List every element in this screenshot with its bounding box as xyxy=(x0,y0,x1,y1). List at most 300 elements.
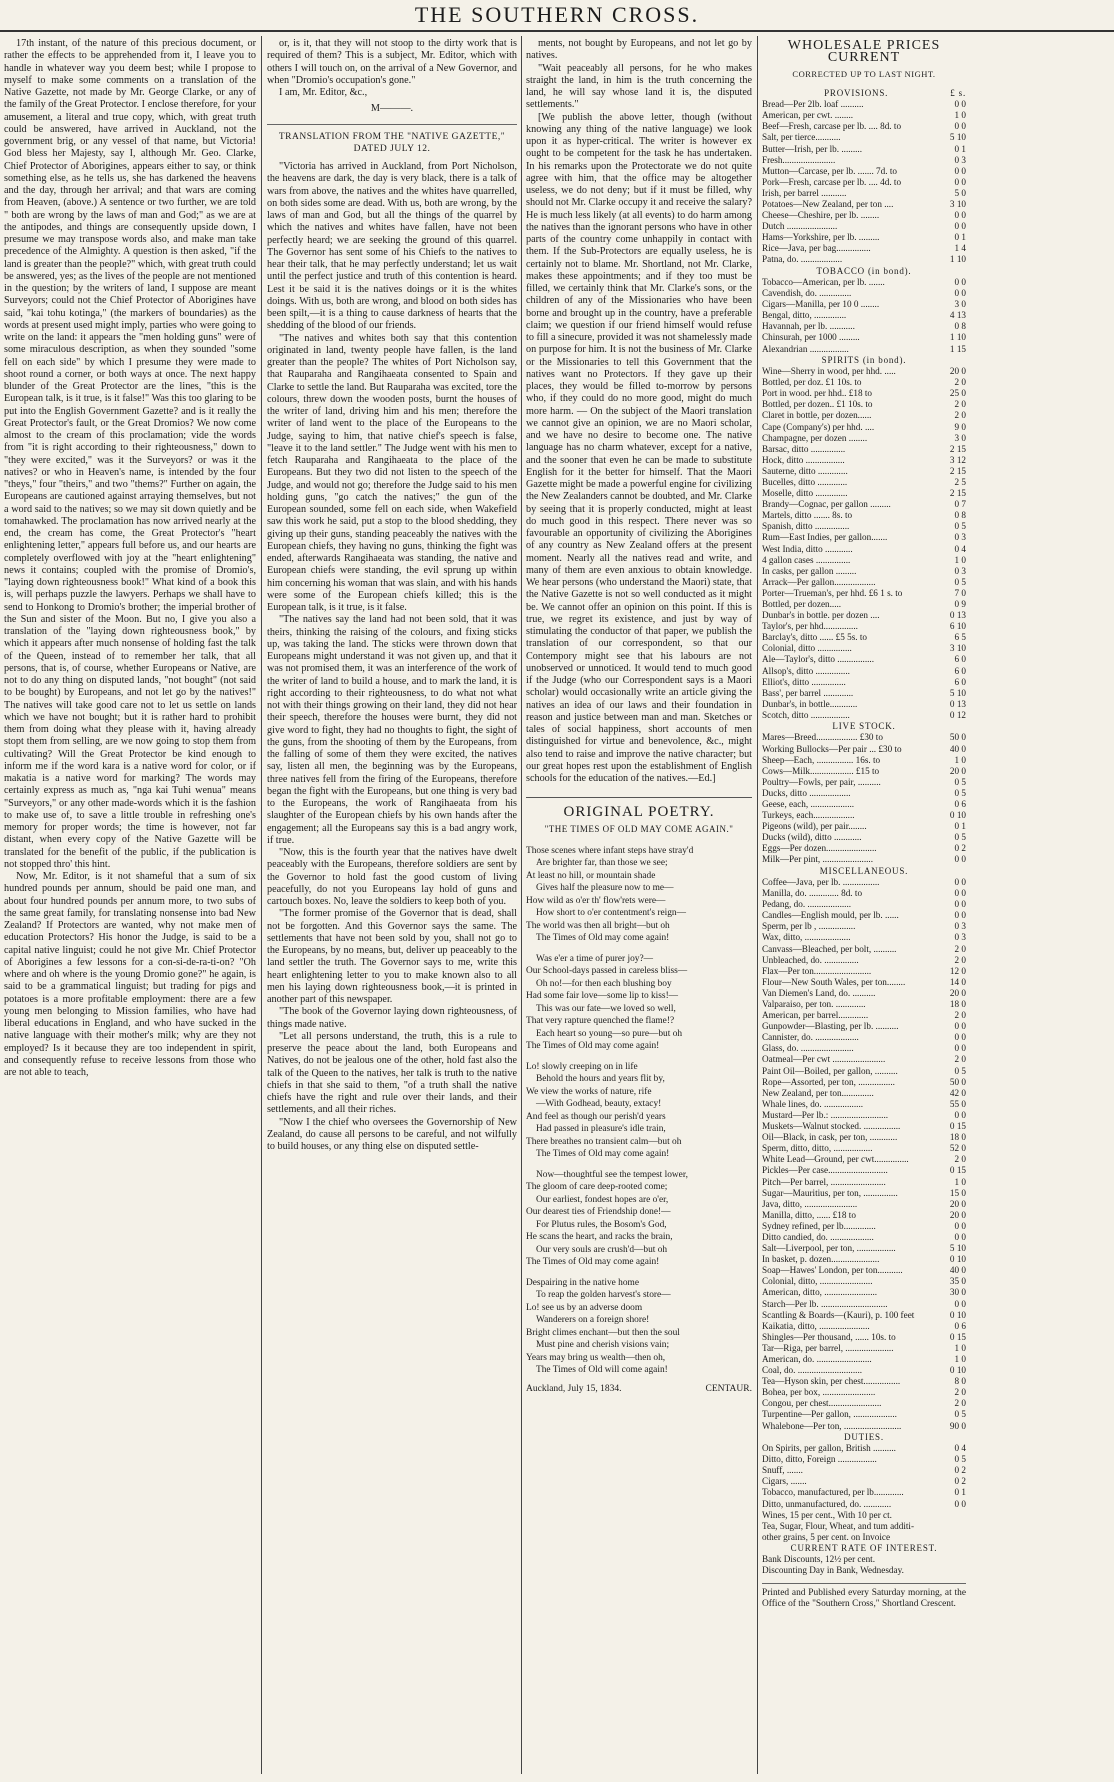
price-row xyxy=(762,1554,966,1565)
price-item: Manilla, do. ............. 8d. to xyxy=(762,888,863,899)
price-item: Mutton—Carcase, per lb. ....... 7d. to xyxy=(762,165,897,176)
price-row xyxy=(762,566,966,577)
price-value: 3 12 xyxy=(949,454,966,465)
price-item: Flax—Per ton......................... xyxy=(762,965,872,976)
price-value: 0 0 xyxy=(954,1298,966,1309)
price-row xyxy=(762,1177,966,1188)
translation-paragraph: "Victoria has arrived in Auckland, from Port Nicholson, the heavens are dark, the day is very black, there is a talk of wars from above, the natives and the whites have quarrelled, on both sides some are dead. With us, both are wrong, by the laws of man and God, but all the things of the quarrel by which the natives and whites have fallen, have not been perfectly heard; we are seeking the ground of this quarrel. The Governor has sent some of his Chiefs to the natives to hear their talk, that he may perfectly understand; let us wait until the perfect justice and truth of this contention is heard. Lest it be said it is the natives doings or it is the whites doings. With us, both are wrong, and blood on both sides has been spilt,—it is a thing to cause darkness of hearts that the shedding of the blood of our friends. xyxy=(267,161,517,332)
price-row xyxy=(762,1143,966,1154)
price-row xyxy=(762,544,966,555)
poem-author: CENTAUR. xyxy=(705,1383,752,1394)
poem-line: How short to o'er contentment's reign— xyxy=(536,908,686,919)
price-row xyxy=(762,1510,966,1521)
price-item: Alexandrian ................. xyxy=(762,343,849,354)
price-value: 1 0 xyxy=(954,1342,966,1353)
poem-line: Our dearest ties of Friendship done!— xyxy=(526,1207,671,1218)
price-value: 1 10 xyxy=(949,254,966,265)
price-item: Bengal, ditto, .............. xyxy=(762,310,847,321)
price-row xyxy=(762,888,966,899)
price-value: 2 0 xyxy=(954,1010,966,1021)
price-row xyxy=(762,654,966,665)
price-value: 6 0 xyxy=(954,676,966,687)
poem-line: That very rapture quenched the flame!? xyxy=(526,1016,675,1027)
price-row xyxy=(762,1476,966,1487)
price-item: Hams—Yorkshire, per lb. ......... xyxy=(762,232,880,243)
price-category: CURRENT RATE OF INTEREST. xyxy=(790,1542,938,1553)
price-row xyxy=(762,1132,966,1143)
price-row xyxy=(762,777,966,788)
poem-line: Gives half the pleasure now to me— xyxy=(536,883,674,894)
price-item: Dunbar's, in bottle............ xyxy=(762,698,858,709)
poem-line: Are brighter far, than those we see; xyxy=(536,858,668,869)
price-value: 0 0 xyxy=(954,1032,966,1043)
poem-line: For Plutus rules, the Bosom's God, xyxy=(536,1219,667,1230)
price-item: White Lead—Ground, per cwt............... xyxy=(762,1154,909,1165)
price-item: Candles—English mould, per lb. ...... xyxy=(762,910,899,921)
translation-paragraph: "Now I the chief who oversees the Governorship of New Zealand, do cause all persons to be careful, and not wilfully to build houses, or any thing else on disputed settle- xyxy=(267,1116,517,1152)
price-value: 0 2 xyxy=(954,1476,966,1487)
price-item: Butter—Irish, per lb. ......... xyxy=(762,143,863,154)
price-item: Claret in bottle, per dozen...... xyxy=(762,410,872,421)
price-item: American, per barrel............. xyxy=(762,1010,869,1021)
price-value: 0 0 xyxy=(954,888,966,899)
price-row xyxy=(762,710,966,721)
price-value: 3 0 xyxy=(954,299,966,310)
price-row xyxy=(762,977,966,988)
price-row xyxy=(762,1188,966,1199)
price-row xyxy=(762,821,966,832)
poem-line: Despairing in the native home xyxy=(526,1277,639,1288)
price-item: Wines, 15 per cent., With 10 per ct. xyxy=(762,1509,892,1520)
price-category: MISCELLANEOUS. xyxy=(819,865,909,876)
price-item: Pickles—Per case.......................... xyxy=(762,1165,888,1176)
price-item: Coffee—Java, per lb. ................ xyxy=(762,876,880,887)
price-value: 2 15 xyxy=(949,443,966,454)
price-value: 0 0 xyxy=(954,165,966,176)
price-item: Hock, ditto ................. xyxy=(762,454,845,465)
price-row xyxy=(762,1276,966,1287)
poem-place-date: Auckland, July 15, 1834. xyxy=(526,1383,622,1394)
translation-paragraph: "The former promise of the Governor that is dead, shall not be forgotten. And this Governor says the same. The settlements that have not been sold by you, shall not go to the Europeans, by no means, but, deliver up peaceably to the land settler the truth. The Governor says to me, write this heart enlightening letter to you to make known also to all men his laying down righteousness book,—it is printed in another part of this newspaper. xyxy=(267,908,517,1005)
price-value: 0 15 xyxy=(949,1165,966,1176)
price-item: Cannister, do. ................... xyxy=(762,1032,859,1043)
price-row xyxy=(762,299,966,310)
price-value: 0 0 xyxy=(954,1498,966,1509)
price-row xyxy=(762,599,966,610)
price-row xyxy=(762,1310,966,1321)
price-row xyxy=(762,699,966,710)
price-value: 0 0 xyxy=(954,99,966,110)
poem-line: Our earliest, fondest hopes are o'er, xyxy=(536,1194,669,1205)
price-row xyxy=(762,1121,966,1132)
price-row xyxy=(762,966,966,977)
price-currency-header: £ s. xyxy=(950,87,966,98)
price-row xyxy=(762,854,966,865)
price-row xyxy=(762,1099,966,1110)
price-item: Bank Discounts, 12½ per cent. xyxy=(762,1554,876,1565)
price-value: 5 10 xyxy=(949,1243,966,1254)
price-item: Snuff, ....... xyxy=(762,1465,803,1476)
translation-paragraph: "The natives say the land had not been sold, that it was theirs, thinking the raising of the colours, and fixing sticks up, was taking the land. The sticks were thrown down that Europeans might understand it was not given up, and that it was not promised them, it was an interference of the work of the writer of land to build a house, and to mark the land, it is right according to their righteousness, to do what not what not with their things growing on their land, they did not hear their speech, therefore the houses were burnt, they did not give word to fight, they had no thoughts to fight, the sight of the guns, from the shooting of them by the Europeans, from the falling of some of them they were excited, the natives say, listen all men, the beginning was by the Europeans, three natives fell from the firing of the Europeans, therefore began the fight with the Europeans, but one thing is very bad to the Europeans, the work of Rangihaeata from his slaughter of the European chiefs by his own hands after the engagement; all the Europeans say this is a bad angry work, if true. xyxy=(267,614,517,846)
price-value: 0 3 xyxy=(954,532,966,543)
price-value: 9 0 xyxy=(954,421,966,432)
price-row xyxy=(762,1398,966,1409)
price-value: 8 0 xyxy=(954,1376,966,1387)
price-row xyxy=(762,610,966,621)
price-row xyxy=(762,1254,966,1265)
price-item: Barsac, ditto ............... xyxy=(762,443,846,454)
poem-line: Our very souls are crush'd—but oh xyxy=(536,1244,668,1255)
prices-subheading: CORRECTED UP TO LAST NIGHT. xyxy=(792,68,936,79)
price-value: 3 10 xyxy=(949,199,966,209)
poem-line: The Times of Old may come again! xyxy=(536,933,670,944)
price-value: 0 0 xyxy=(954,288,966,299)
price-value xyxy=(932,1565,966,1576)
price-row xyxy=(762,1043,966,1054)
price-row xyxy=(762,899,966,910)
price-item: Sheep—Each, ................ 16s. to xyxy=(762,754,881,765)
price-row xyxy=(762,555,966,566)
article-paragraph: I am, Mr. Editor, &c., xyxy=(279,87,368,98)
price-value: 0 1 xyxy=(954,1487,966,1498)
price-item: Java, ditto, ....................... xyxy=(762,1198,858,1209)
price-category xyxy=(762,88,966,99)
price-item: Bucelles, ditto ............. xyxy=(762,476,848,487)
price-item: American, do. ........................ xyxy=(762,1354,872,1364)
price-item: Whalebone—Per ton, ......................... xyxy=(762,1420,902,1431)
price-value: 0 0 xyxy=(954,221,966,232)
masthead-title: THE SOUTHERN CROSS. xyxy=(414,2,700,27)
price-row xyxy=(762,755,966,766)
price-list xyxy=(762,88,966,1577)
letter-signature: M———. xyxy=(370,103,414,115)
price-row xyxy=(762,121,966,132)
price-value: 0 3 xyxy=(954,921,966,932)
price-item: American, ditto, ....................... xyxy=(762,1287,878,1298)
poem-line: Lo! see us by an adverse doom xyxy=(526,1302,643,1313)
price-row xyxy=(762,254,966,265)
price-value: 2 0 xyxy=(954,1054,966,1065)
price-value: 2 0 xyxy=(954,1398,966,1409)
price-row xyxy=(762,1054,966,1065)
price-item: Cape (Company's) per hhd. .... xyxy=(762,421,875,432)
price-value: 14 0 xyxy=(949,976,966,987)
price-item: Barclay's, ditto ...... £5 5s. to xyxy=(762,632,868,643)
price-value: 0 1 xyxy=(954,821,966,832)
price-item: Irish, per barrel ........... xyxy=(762,187,847,198)
article-paragraph: Now, Mr. Editor, is it not shameful that a sum of six hundred pounds per annum, should be paid one man, and about four hundred pounds per annum more, to two subs of the same great family, for translating nonsense into bad New Zealand? If Protectors are wanted, why not make men of education Protectors? His honor the Judge, is said to be a capital native linguist; could he not give Mr. Chief Protector of Aborigines a few lessons for a con-si-de-ra-ti-on? "Oh where and oh where is the young Dromio gone?" he again, is said to be a grammatical linguist; but trading for pigs and potatoes is a more profitable employment: there are a few young men belonging to Mission families, who have had liberal educations in England, and who have sucked in the native language with their mother's milk; why are they not employed? Is it because they are too independent in spirit, and consequently refuse to receive lessons from those who are not able to teach, xyxy=(4,871,256,1078)
price-row xyxy=(762,1110,966,1121)
price-row xyxy=(762,988,966,999)
stanza-gap xyxy=(526,1053,752,1061)
price-value: 2 0 xyxy=(954,954,966,965)
price-item: Oatmeal—Per cwt ....................... xyxy=(762,1054,886,1065)
price-item: Tobacco, manufactured, per lb............. xyxy=(762,1487,904,1498)
price-item: Valparaiso, per ton. ............. xyxy=(762,999,866,1009)
price-item: Ducks, ditto .................. xyxy=(762,787,851,798)
price-row xyxy=(762,666,966,677)
poem-line: Now—thoughtful see the tempest lower, xyxy=(536,1169,688,1180)
poem-line: The Times of Old may come again! xyxy=(526,1257,660,1268)
price-item: Dunbar's in bottle. per dozen .... xyxy=(762,610,880,621)
price-item: Congou, per chest....................... xyxy=(762,1398,882,1409)
price-item: Scantling & Boards—(Kauri), p. 100 feet xyxy=(762,1309,915,1320)
price-value: 55 0 xyxy=(949,1098,966,1109)
price-row xyxy=(762,388,966,399)
price-value: 50 0 xyxy=(949,1076,966,1087)
price-row xyxy=(762,577,966,588)
price-value xyxy=(932,1510,966,1521)
price-value: 30 0 xyxy=(949,1287,966,1298)
price-value: 6 10 xyxy=(949,621,966,632)
price-value: 0 0 xyxy=(954,276,966,287)
price-value: 0 6 xyxy=(954,1320,966,1331)
poem-line: There breathes no transient calm—but oh xyxy=(526,1136,682,1147)
price-value: 4 13 xyxy=(949,310,966,321)
editor-note: [We publish the above letter, though (without knowing any thing of the native language) we look upon it as hyper-critical. The writer is however ex ought to be competent for the task he has undertaken. In his remarks upon the Protectorate we do not quite agree with him, that the office may be altogether useless, we do not deny; but if it must be filled, why should not Mr. Clarke occupy it and receive the salary? He is much less likely (at all events) to do harm among the natives than the ignorant persons who have in other parts of the country come unhappily in contact with them. If the Sub-Protectors are equally useless, he is certainly not to blame. Mr. Shortland, not Mr. Clarke, makes these appointments; and if they too must be filled, we certainly think that Mr. Clarke's sons, or the children of any of the Missionaries who have been borne and brought up in the country, have a preferable claim; we question if our friend himself would refuse to fill a sinecure, provided it was not shamelessly made on purpose for him. It is not the business of Mr. Clarke or the Missionaries to tell this Government that the natives want no Protectors. If they gave up their places, they would be filled to-morrow by persons who, if they could do no more good, might do much more harm. — On the subject of the Maori translation we cannot give an opinion, we are no Maori scholar, and we have no desire to become one. The native language has no charm whatever, except for a native, and the sooner that even he can be made to substitute English for it the better for himself. That the Maori Gazette might be made a powerful engine for civilizing the New Zealanders cannot be doubted, and Mr. Clarke by seeing that it is properly conducted, might at least do much good in this respect. There never was so favourable an opportunity of civilizing the Aborigines of any country as New Zealand offers at the present moment. Nearly all the natives read and write, and many of them are even anxious to obtain knowledge. We hear persons (who understand the Maori) state, that the Native Gazette is not so well conducted as it might be. We cannot offer an opinion on this point. If this is true, we regret its existence, and just by way of stimulating the conductor of that paper, we publish the translation of our correspondent, so that our Contempory might see that his labours are not unobserved or unnoticed. It would tend to much good if the Judge (who our Correspondent says is a Maori scholar) would occasionally write an article giving the natives an idea of our laws and their foundation in reason and justice between man and man. Sketches or tales of social happiness, short accounts of men distinguished for virtue and benevolence, &c., might also tend to raise and improve the native character; but our great hopes rest upon the establishment of English schools for the education of the natives.—Ed.] xyxy=(526,111,752,784)
price-value: 0 0 xyxy=(954,176,966,187)
poem-title: "THE TIMES OF OLD MAY COME AGAIN." xyxy=(544,823,734,834)
price-value: 5 0 xyxy=(954,187,966,198)
price-row xyxy=(762,288,966,299)
price-row xyxy=(762,1221,966,1232)
price-item: Manilla, ditto, ...... £18 to xyxy=(762,1209,856,1220)
price-row xyxy=(762,221,966,232)
price-value: 0 2 xyxy=(954,1465,966,1476)
price-value: 3 0 xyxy=(954,432,966,443)
price-row xyxy=(762,499,966,510)
price-row xyxy=(762,1487,966,1498)
price-row xyxy=(762,1265,966,1276)
price-value: 0 10 xyxy=(949,1365,966,1376)
poem-line: How wild as o'er th' flow'rets were— xyxy=(526,895,666,906)
price-row xyxy=(762,1165,966,1176)
price-row xyxy=(762,1387,966,1398)
price-row xyxy=(762,1154,966,1165)
price-item: Rum—East Indies, per gallon....... xyxy=(762,532,888,543)
imprint: Printed and Published every Saturday morning, at the Office of the "Southern Cross," Shortland Crescent. xyxy=(762,1583,966,1611)
price-item: Elliot's, ditto ............... xyxy=(762,676,846,687)
price-row xyxy=(762,455,966,466)
price-row xyxy=(762,788,966,799)
price-row xyxy=(762,110,966,121)
price-value: 0 1 xyxy=(954,232,966,243)
price-row xyxy=(762,243,966,254)
price-item: Turpentine—Per gallon, ................... xyxy=(762,1409,897,1420)
price-value: 0 10 xyxy=(949,1254,966,1265)
translation-paragraph: "Let all persons understand, the truth, this is a rule to preserve the peace about the land, both Europeans and Natives, do not be jealous one of the other, hold fast also the talk of the Queen to the natives, her talk is truth to the native chiefs in that she said to them, "of a truth shall the native chiefs have the right and rule over their lands, and their settlements, and all their riches. xyxy=(267,1030,517,1116)
price-item: Taylor's, per hhd............... xyxy=(762,621,858,632)
price-value: 2 15 xyxy=(949,488,966,499)
price-item: Cheese—Cheshire, per lb. ........ xyxy=(762,210,880,221)
price-item: Glass, do. ....................... xyxy=(762,1043,854,1054)
price-value xyxy=(932,1532,966,1543)
article-paragraph: 17th instant, of the nature of this precious document, or rather the effects to be apprehended from it, I leave you to handle in whatever way you deem best; while I propose to myself to make some comments on a translation of the Native Gazette, not made by Mr. George Clarke, or any of the family of the Great Protector. I enclose therefore, for your amusement, a literal and true copy, which, with great truth could be answered, have arrived in Auckland, not the government brig, or any vessel of that name, but Victoria! God bless her Majesty, say I, although Mr. Geo. Clarke, Chief Protector of Aborigines, appears either to say, or think something else, as he tells us, she has darkened the heavens and the day, through her arrival; and that wars are coming from Heaven, (above.) A sentence or two further, we are told " both are wrong by the laws of man and God;" as we are at the antipodes, and things are consequently upside down, I presume we may transpose words also, and make man take precedence of the Almighty. A question is then asked, "if the land is greater than the people?" which, with great truth could be answered, yes; as the lives of the people are not mentioned in the question; by the writers of land, I suppose are meant Surveyors; could not the Chief Protector of Aborigines have said, "kai tohu kotinga," (the markers of boundaries) as the words at present used might imply, parties who were going to write on the land: it appears the "men holding guns" were of some miraculous description, as when they sounded "some fell on each side" by which I presume they were made to shoot round a corner, or both ways at once. The next happy blunder of the Great Protector are the lines, "this is the European talk, is it true, is it false!" Was this too glaring to be put into the English Government Gazette? and is it really the Great Protector's fault, or the Great Dromios? We now come almost to the cream of this proclamation; vide the words from "it is right according to their righteousness," down to "they were excited," was it the Surveyors? or was it the natives? or who in Heaven's name, is intended by the four "theys," four "theirs," and two "thems?" Further on again, the Europeans are cautioned against arraying themselves, but not a word said to the natives; so we may sit down quietly and be tomahawked. The proclamation has now arrived nearly at the end, the cream has come, the Great Protector's "heart enlightening letter," appears full before us, and our hearts are completely overflowed with joy at the "heart enlightening" news it contains; coupled with the promise of Dromio's, "laying down righteousness book!" What kind of a book this is, will perhaps puzzle the lawyers. Perhaps we shall have to send to Honkong to Dromio's brother; the imperial brother of the Sun and sister of the Moon. But no, I give you also a translation of the "laying down righteousness book," by which it appears after much nonsense of holding fast the talk of the Queen, instead of to remember her talk, that all persons, that is, of course, whether Europeans or Native, are not to do any thing on disputed lands, "not bought" (not said to be bought) by Europeans, and not let go by the natives!" The natives will take good care not to let us settle on lands which we have not bought; but it is rather hard to prohibit them from doing what they please with it, having already stopt them from selling, are we now going to stop them from cultivating? Will the Great Protector be kind enough to inform me if the word kara is a native word for color, or if makatia is a native word for marking? The words may certainly express as much as, "nga kai Tuhi wenua" means "Surveyors," or any other made-words which it is the fashion to make use of, to save a little trouble in refreshing one's memory for proper words; the time is however, not far distant, when every copy of the Native Gazette will be translated for the benefit of the public, if the publication is not stopped thro' this hint. xyxy=(4,38,256,870)
price-value: 0 0 xyxy=(954,1231,966,1242)
price-row xyxy=(762,810,966,821)
price-row xyxy=(762,621,966,632)
price-row xyxy=(762,466,966,477)
poem-line: To reap the golden harvest's store— xyxy=(536,1290,671,1301)
price-item: Ducks (wild), ditto ............ xyxy=(762,832,862,843)
price-row xyxy=(762,210,966,221)
price-item: Scotch, ditto ................. xyxy=(762,709,850,720)
price-item: Sauterne, ditto ............. xyxy=(762,465,848,476)
poem-line: Our School-days passed in careless bliss— xyxy=(526,966,688,977)
price-row xyxy=(762,1077,966,1088)
price-item: Pork—Fresh, carcase per lb. .... 4d. to xyxy=(762,176,902,187)
price-row xyxy=(762,1010,966,1021)
price-value: 0 6 xyxy=(954,799,966,809)
price-item: Gunpowder—Blasting, per lb. .......... xyxy=(762,1021,899,1032)
price-value: 20 0 xyxy=(949,1198,966,1209)
poem xyxy=(526,845,752,1377)
stanza-gap xyxy=(526,1269,752,1277)
price-row xyxy=(762,1199,966,1210)
price-row xyxy=(762,188,966,199)
price-row xyxy=(762,744,966,755)
price-item: Ditto, ditto, Foreign ................. xyxy=(762,1454,877,1465)
price-item: Bottled, per dozen.. £1 10s. to xyxy=(762,399,873,410)
price-value: 1 10 xyxy=(949,332,966,343)
price-value xyxy=(932,1554,966,1565)
column-1 xyxy=(4,38,256,1772)
price-item: Salt—Liverpool, per ton, ................. xyxy=(762,1243,896,1254)
price-value: 1 0 xyxy=(954,110,966,121)
price-row xyxy=(762,932,966,943)
price-item: Pedang, do. ................... xyxy=(762,899,852,910)
price-item: other grains, 5 per cent. on Invoice xyxy=(762,1531,891,1542)
price-item: Geese, each, ................... xyxy=(762,799,855,809)
price-value: 1 0 xyxy=(954,754,966,765)
price-value: 1 0 xyxy=(954,554,966,565)
translation-paragraph: "The book of the Governor laying down righteousness, of things made native. xyxy=(267,1006,517,1030)
price-item: On Spirits, per gallon, British .......... xyxy=(762,1443,896,1454)
price-item: Spanish, ditto ............... xyxy=(762,521,850,532)
price-value: 0 0 xyxy=(954,899,966,910)
price-row xyxy=(762,1565,966,1576)
price-row xyxy=(762,766,966,777)
column-rule xyxy=(521,36,522,1774)
price-value: 2 0 xyxy=(954,943,966,954)
price-value: 0 2 xyxy=(954,843,966,854)
price-value: 20 0 xyxy=(949,987,966,998)
price-item: Poultry—Fowls, per pair, .......... xyxy=(762,776,881,787)
article-paragraph: ments, not bought by Europeans, and not let go by natives. xyxy=(526,38,752,62)
price-value: 0 15 xyxy=(949,1121,966,1132)
price-value: 0 5 xyxy=(954,787,966,798)
price-value: 0 0 xyxy=(954,1043,966,1054)
poem-line: Was e'er a time of purer joy?— xyxy=(536,953,654,964)
price-item: Shingles—Per thousand, ...... 10s. to xyxy=(762,1331,896,1342)
price-value: 40 0 xyxy=(949,743,966,754)
price-row xyxy=(762,399,966,410)
price-value: 0 15 xyxy=(949,1331,966,1342)
price-value: 0 12 xyxy=(949,709,966,720)
price-row xyxy=(762,321,966,332)
poem-footer xyxy=(526,1383,752,1395)
poem-line: Behold the hours and years flit by, xyxy=(536,1074,665,1085)
poem-line: Each heart so young—so pure—but oh xyxy=(536,1028,683,1039)
price-item: Champagne, per dozen ........ xyxy=(762,432,868,443)
price-item: Beef—Fresh, carcase per lb. .... 8d. to xyxy=(762,121,902,132)
price-row xyxy=(762,1299,966,1310)
price-row xyxy=(762,877,966,888)
poem-line: At least no hill, or mountain shade xyxy=(526,870,656,881)
poem-line: Years may bring us wealth—then oh, xyxy=(526,1352,666,1363)
poem-line: Oh no!—for then each blushing boy xyxy=(536,978,672,989)
price-item: Colonial, ditto, ....................... xyxy=(762,1276,873,1287)
price-item: Starch—Per lb. ............................. xyxy=(762,1298,888,1309)
poem-line: And feel as though our perish'd years xyxy=(526,1111,666,1122)
price-item: Chinsurah, per 1000 ......... xyxy=(762,332,860,343)
price-value: 0 0 xyxy=(954,1220,966,1231)
price-item: Turkeys, each.................. xyxy=(762,810,855,821)
price-item: Cigars, ....... xyxy=(762,1476,807,1487)
poem-line: —With Godhead, beauty, extacy! xyxy=(536,1099,662,1110)
price-row xyxy=(762,1409,966,1420)
price-row xyxy=(762,521,966,532)
price-value: 0 3 xyxy=(954,154,966,165)
price-item: Flour—New South Wales, per ton........ xyxy=(762,976,906,987)
poem-line: The Times of Old may come again! xyxy=(526,1041,660,1052)
price-item: Sydney refined, per lb.............. xyxy=(762,1220,876,1231)
price-row xyxy=(762,1321,966,1332)
price-category: DUTIES. xyxy=(844,1431,884,1442)
article-paragraph: or, is it, that they will not stoop to the dirty work that is required of them? This is a subject, Mr. Editor, which with others I will touch on, on the arrival of a New Governor, and when "Dromio's occupation's gone." xyxy=(267,38,517,86)
poem-line: The Times of Old will come again! xyxy=(536,1365,668,1376)
price-row xyxy=(762,1021,966,1032)
price-item: Potatoes—New Zealand, per ton .... xyxy=(762,199,894,209)
price-row xyxy=(762,410,966,421)
price-row xyxy=(762,643,966,654)
price-row xyxy=(762,366,966,377)
price-row xyxy=(762,832,966,843)
price-row xyxy=(762,232,966,243)
price-value: 1 4 xyxy=(954,243,966,254)
price-row xyxy=(762,732,966,743)
price-row xyxy=(762,1287,966,1298)
price-value: 2 0 xyxy=(954,1154,966,1165)
price-row xyxy=(762,632,966,643)
price-item: Havannah, per lb. ........... xyxy=(762,321,855,332)
column-2 xyxy=(267,38,517,1772)
price-value: 5 10 xyxy=(949,687,966,698)
price-value: 2 0 xyxy=(954,1387,966,1398)
price-row xyxy=(762,1421,966,1432)
price-item: Cows—Milk................... £15 to xyxy=(762,765,880,776)
price-value: 0 5 xyxy=(954,1409,966,1420)
price-value: 0 5 xyxy=(954,776,966,787)
price-value: 0 0 xyxy=(954,1109,966,1120)
article-paragraph: "Wait peaceably all persons, for he who makes straight the land, in him is the truth concerning the land, he will say whose land it is, the disputed settlements." xyxy=(526,62,752,111)
column-rule xyxy=(757,36,758,1774)
price-item: Van Diemen's Land, do. .......... xyxy=(762,987,876,998)
price-item: Tea—Hyson skin, per chest................ xyxy=(762,1376,901,1387)
price-value: 0 10 xyxy=(949,1309,966,1320)
price-value: 0 5 xyxy=(954,1065,966,1076)
price-item: Working Bullocks—Per pair ... £30 to xyxy=(762,743,902,754)
price-value: 2 5 xyxy=(954,476,966,487)
price-value: 0 9 xyxy=(954,599,966,609)
price-item: Soap—Hawes' London, per ton........... xyxy=(762,1265,903,1276)
price-value: 7 0 xyxy=(954,587,966,598)
price-item: New Zealand, per ton.............. xyxy=(762,1087,874,1098)
price-item: Bread—Per 2lb. loaf .......... xyxy=(762,99,864,110)
price-value: 0 0 xyxy=(954,876,966,887)
price-value: 35 0 xyxy=(949,1276,966,1287)
price-row xyxy=(762,433,966,444)
